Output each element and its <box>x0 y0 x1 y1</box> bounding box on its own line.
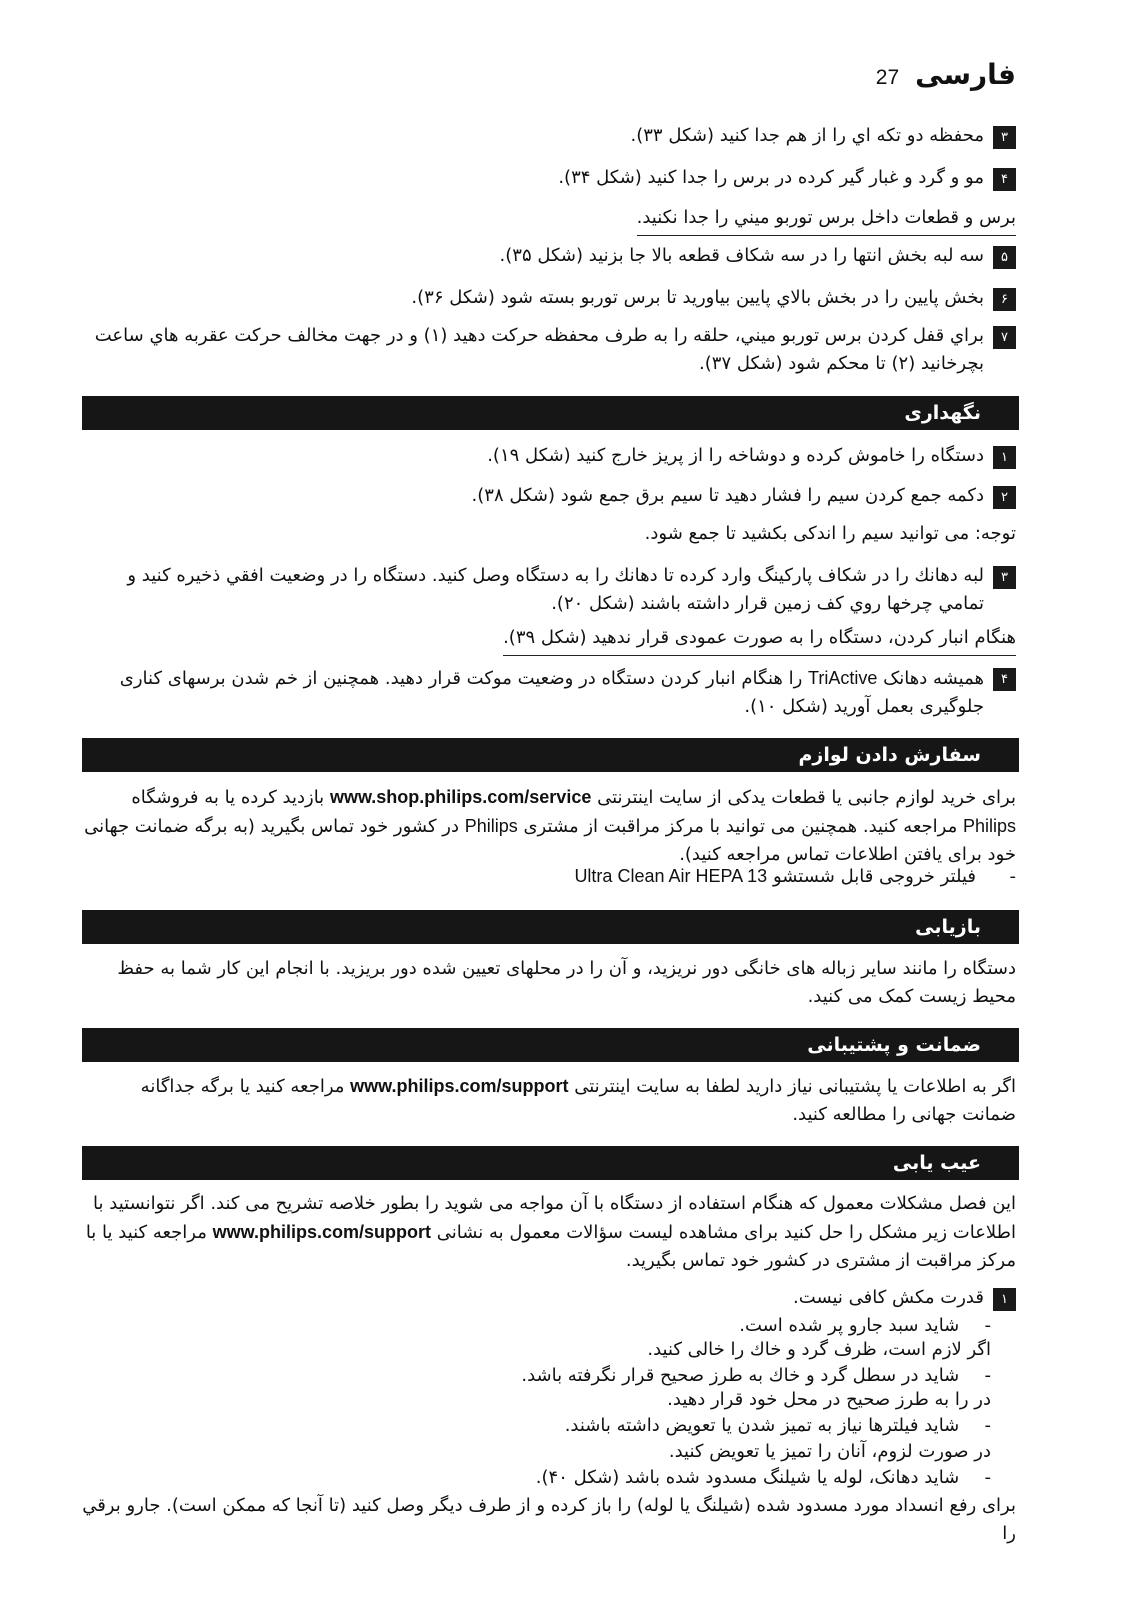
brand-name: TriActive <box>808 668 878 688</box>
solution-line-last: برای رفع انسداد مورد مسدود شده (شیلنگ یا لوله) را باز کرده و از طرف دیگر وصل کنید (تا آنجا که ممکن است). جارو برقي را <box>82 1495 1016 1544</box>
storage-step-1 <box>82 442 1016 470</box>
step-text: دستگاه را خاموش كرده و دوشاخه را از پريز خارج كنيد (شكل ۱۹). <box>487 445 984 466</box>
storage-step-3 <box>82 562 1016 618</box>
guarantee-paragraph: اگر به اطلاعات یا پشتیبانی نیاز دارید لطفا به سایت اینترنتی www.philips.com/support مراجعه کنید یا برگه جداگانه ضمانت جهانی را مطالعه کنید. <box>140 1076 1016 1125</box>
step-text: همیشه دهانک TriActive را هنگام انبار کردن دستگاه در وضعیت موکت قرار دهید. همچنین از خم شدن برسهای کناری جلوگیری بعمل آورید (شکل ۱۰). <box>119 668 984 717</box>
step-text: سه لبه بخش انتها را در سه شكاف قطعه بالا جا بزنيد (شكل ۳۵). <box>499 245 984 266</box>
solution-line: در را به طرز صحيح در محل خود قرار دهيد. <box>667 1389 991 1410</box>
recycling-paragraph: دستگاه را مانند سایر زباله های خانگی دور نریزید، و آن را در محلهای تعیین شده دور بریزید. با انجام این کار شما به حفظ محیط زیست کمک می کنید. <box>117 958 1016 1007</box>
accessory-item: -فیلتر خروجی قابل شستشو Ultra Clean Air HEPA 13 <box>574 866 1016 887</box>
storage-step-2 <box>82 482 1016 510</box>
step-6-top <box>82 284 1016 312</box>
step-text: محفظه دو تكه اي را از هم جدا كنيد (شكل ۳۳). <box>630 125 984 146</box>
section-heading-ordering <box>82 738 1019 772</box>
step-text: مو و گرد و غبار گير كرده در برس را جدا كنيد (شكل ۳۴). <box>558 167 984 188</box>
step-4-top <box>82 164 1016 192</box>
section-heading-recycling <box>82 910 1019 944</box>
storage-note: توجه: می توانید سیم را اندکی بکشید تا جمع شود. <box>644 523 1016 544</box>
step-number: ۶ <box>993 288 1016 311</box>
section-title: عیب یابی <box>892 1152 981 1174</box>
problem-text: قدرت مكش كافی نيست. <box>793 1287 984 1308</box>
step-number: ۱ <box>993 446 1016 469</box>
page-header <box>876 58 1016 91</box>
step-text: براي قفل كردن برس توربو ميني، حلقه را به طرف محفظه حركت دهيد (۱) و در جهت مخالف حركت عقربه هاي ساعت بچرخانيد (۲) تا محكم شود (شكل ۳۷). <box>94 325 984 374</box>
step-number: ۷ <box>993 326 1016 349</box>
page-number: 27 <box>875 66 900 89</box>
section-heading-storage <box>82 396 1019 430</box>
step-number: ۴ <box>993 668 1016 691</box>
section-title: نگهداری <box>904 402 981 424</box>
warning-note: برس و قطعات داخل برس توربو ميني را جدا نكنيد. <box>637 204 1016 236</box>
step-number: ۴ <box>993 168 1016 191</box>
solution-line: اگر لازم است، ظرف گرد و خاك را خالی كنيد. <box>647 1339 991 1360</box>
section-heading-troubleshooting <box>82 1146 1019 1180</box>
section-heading-guarantee <box>82 1028 1019 1062</box>
support-url-link[interactable]: www.philips.com/support <box>212 1222 431 1242</box>
language-title: فارسی <box>915 58 1016 91</box>
solution-line: - شايد در سطل گرد و خاك به طرز صحيح قرار نگرفته باشد. <box>521 1365 991 1386</box>
section-title: بازیابی <box>915 916 981 938</box>
solution-line: - شايد فيلترها نياز به تميز شدن يا تعويض داشته باشند. <box>564 1415 991 1436</box>
section-title: سفارش دادن لوازم <box>798 744 981 766</box>
step-3-top <box>82 122 1016 150</box>
section-title: ضمانت و پشتیبانی <box>807 1034 981 1056</box>
problem-1 <box>82 1284 1016 1312</box>
storage-warning: هنگام انبار کردن، دستگاه را به صورت عمودی قرار ندهید (شکل ۳۹). <box>503 624 1016 656</box>
support-url-link[interactable]: www.philips.com/support <box>350 1076 569 1096</box>
solution-line: - شاید دهانک، لوله یا شیلنگ مسدود شده باشد (شکل ۴۰). <box>535 1467 991 1488</box>
solution-line: - شايد سبد جارو پر شده است. <box>739 1315 991 1336</box>
shop-url-link[interactable]: www.shop.philips.com/service <box>329 787 592 807</box>
step-number: ۳ <box>993 126 1016 149</box>
step-number: ۲ <box>993 486 1016 509</box>
step-7-top <box>82 322 1016 378</box>
troubleshooting-intro: این فصل مشکلات معمول که هنگام استفاده از دستگاه با آن مواجه می شوید را بطور خلاصه تشریح می کند. اگر نتوانستید با اطلاعات زیر مشکل را حل کنید برای مشاهده لیست سؤالات معمول به نشانی www.philips.com/support مراجعه کنید یا با مرکز مراقبت از مشتری در کشور خود تماس بگیرید. <box>85 1193 1016 1271</box>
step-number: ۱ <box>993 1288 1016 1311</box>
step-text: بخش پايين را در بخش بالاي پايين بياوريد تا برس توربو بسته شود (شكل ۳۶). <box>411 287 984 308</box>
step-5-top <box>82 242 1016 270</box>
ordering-paragraph: برای خرید لوازم جانبی یا قطعات یدکی از سایت اینترنتی www.shop.philips.com/service بازدید کرده یا به فروشگاه Philips مراجعه کنید. همچنین می توانید با مرکز مراقبت از مشتری Philips در کشور خود تماس بگیرید (به برگه ضمانت جهانی خود برای یافتن اطلاعات تماس مراجعه کنید). <box>84 787 1016 865</box>
step-number: ۵ <box>993 246 1016 269</box>
step-text: لبه دهانك را در شكاف پاركينگ وارد كرده تا دهانك را به دستگاه وصل كنيد. دستگاه را در وضعيت افقي ذخيره كنيد و تمامي چرخها روي كف زمين قرار داشته باشند (شكل ۲۰). <box>127 565 984 614</box>
step-number: ۳ <box>993 566 1016 589</box>
step-text: دكمه جمع كردن سيم را فشار دهيد تا سيم برق جمع شود (شكل ۳۸). <box>471 485 984 506</box>
storage-step-4 <box>82 664 1016 721</box>
solution-line: در صورت لزوم، آنان را تميز يا تعويض كنيد. <box>668 1441 991 1462</box>
